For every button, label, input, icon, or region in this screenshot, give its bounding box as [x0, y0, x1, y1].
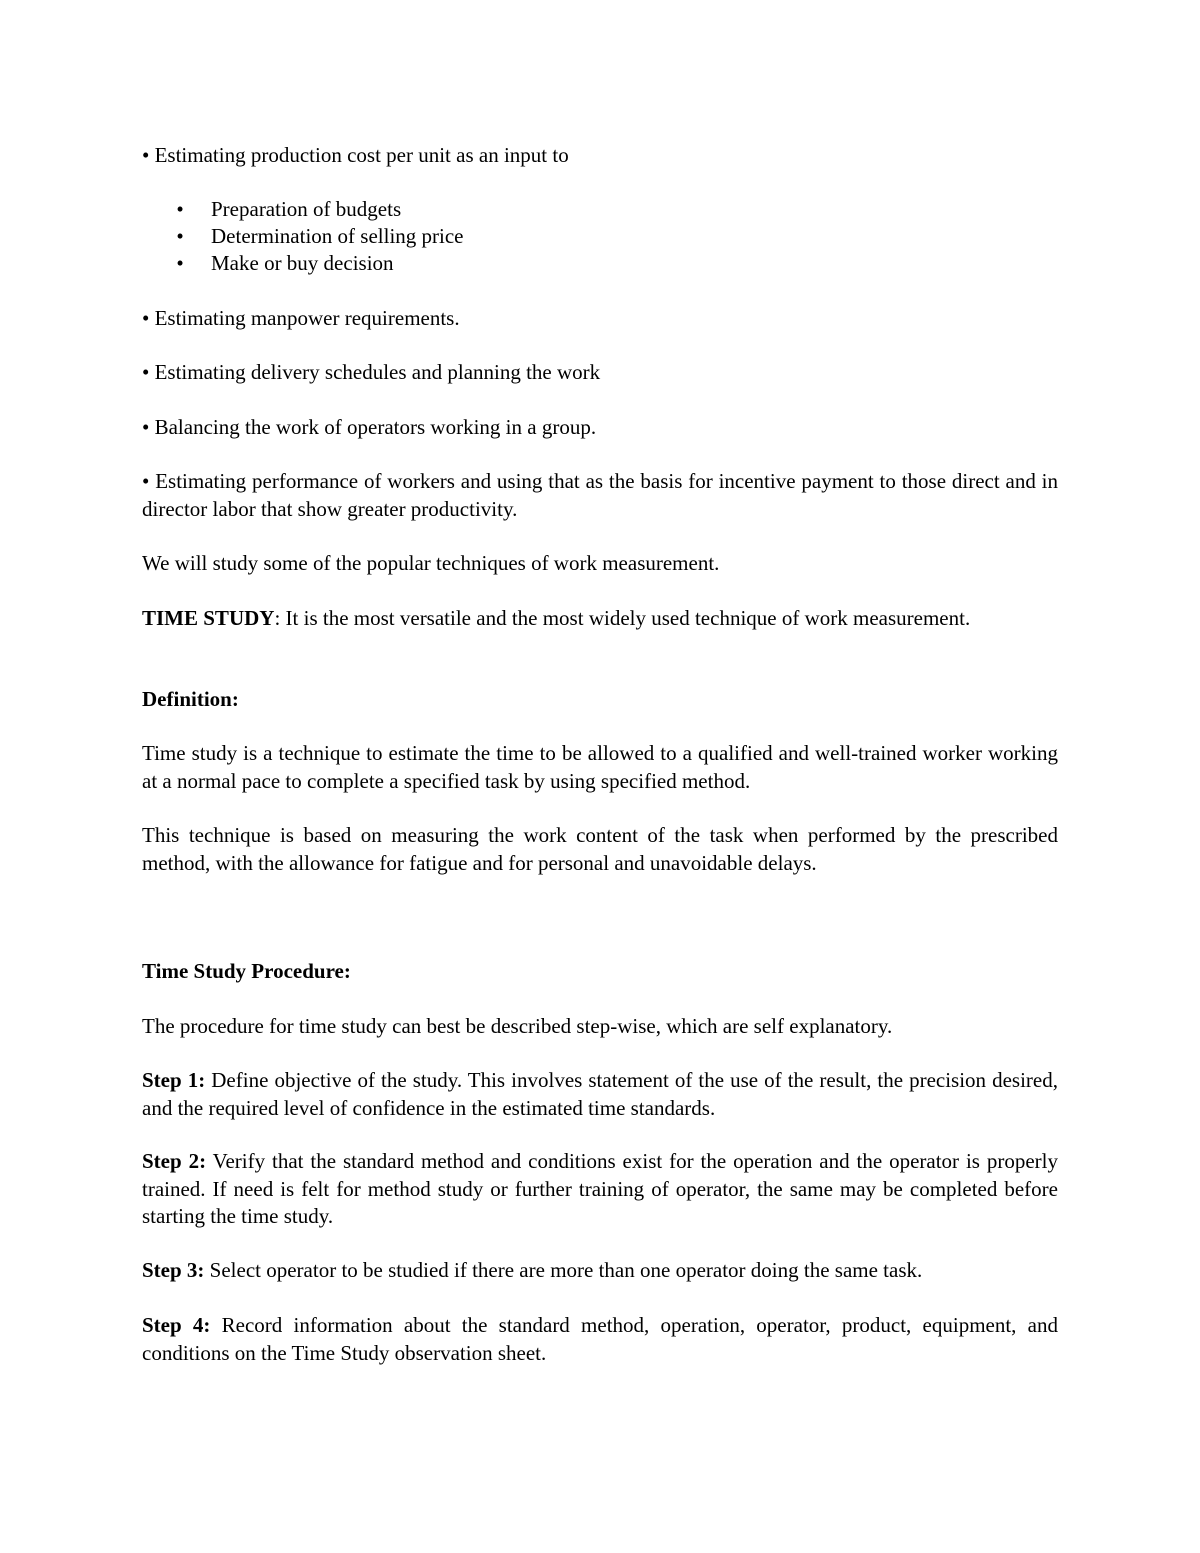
- sub-bullet-list: [0, 196, 600, 277]
- definition-heading: [142, 686, 1058, 714]
- step-text: Select operator to be studied if there are more than one operator doing the same task.: [204, 1258, 923, 1282]
- step-label: Step 4:: [142, 1313, 211, 1337]
- definition-paragraph: This technique is based on measuring the work content of the task when performed by the prescribed method, with the allowance for fatigue and for personal and unavoidable delays.: [142, 823, 1058, 875]
- bullet-marker: •: [176, 224, 184, 248]
- study-intro: We will study some of the popular techniques of work measurement.: [142, 551, 720, 575]
- step-paragraph: [142, 1148, 1058, 1231]
- bullet-marker: •: [176, 251, 184, 275]
- intro-bullet: • Estimating production cost per unit as an input to: [142, 143, 569, 167]
- procedure-heading: [142, 958, 1058, 986]
- list-item-text: Determination of selling price: [211, 224, 464, 248]
- step-text: Verify that the standard method and conditions exist for the operation and the operator is properly trained. If need is felt for method study or further training of operator, the same may be completed before starting the time study.: [142, 1149, 1058, 1228]
- bullet-marker: •: [176, 197, 184, 221]
- time-study-paragraph: [142, 605, 1058, 633]
- list-item: [0, 223, 600, 250]
- list-item-text: Preparation of budgets: [211, 197, 402, 221]
- bullet-paragraph: • Balancing the work of operators working in a group.: [142, 415, 597, 439]
- bullet-paragraph: • Estimating manpower requirements.: [142, 306, 460, 330]
- step-label: Step 1:: [142, 1068, 206, 1092]
- step-paragraph: [142, 1257, 1058, 1285]
- procedure-intro: The procedure for time study can best be described step-wise, which are self explanatory.: [142, 1014, 893, 1038]
- list-item-text: Make or buy decision: [211, 251, 394, 275]
- list-item: [0, 250, 600, 277]
- step-paragraph: [142, 1312, 1058, 1367]
- bullet-paragraph: • Estimating performance of workers and using that as the basis for incentive payment to those direct and in director labor that show greater productivity.: [142, 469, 1058, 521]
- step-label: Step 3:: [142, 1258, 205, 1282]
- time-study-label: TIME STUDY: [142, 606, 275, 630]
- time-study-text: : It is the most versatile and the most widely used technique of work measurement.: [274, 606, 971, 630]
- step-label: Step 2:: [142, 1149, 207, 1173]
- definition-heading-text: Definition:: [142, 687, 239, 711]
- step-text: Define objective of the study. This involves statement of the use of the result, the precision desired, and the required level of confidence in the estimated time standards.: [142, 1068, 1058, 1120]
- list-item: [0, 196, 600, 223]
- bullet-paragraph: • Estimating delivery schedules and planning the work: [142, 360, 601, 384]
- step-paragraph: [142, 1067, 1058, 1122]
- procedure-heading-text: Time Study Procedure:: [142, 959, 351, 983]
- definition-paragraph: Time study is a technique to estimate the time to be allowed to a qualified and well-trained worker working at a normal pace to complete a specified task by using specified method.: [142, 741, 1058, 793]
- step-text: Record information about the standard method, operation, operator, product, equipment, and conditions on the Time Study observation sheet.: [142, 1313, 1058, 1365]
